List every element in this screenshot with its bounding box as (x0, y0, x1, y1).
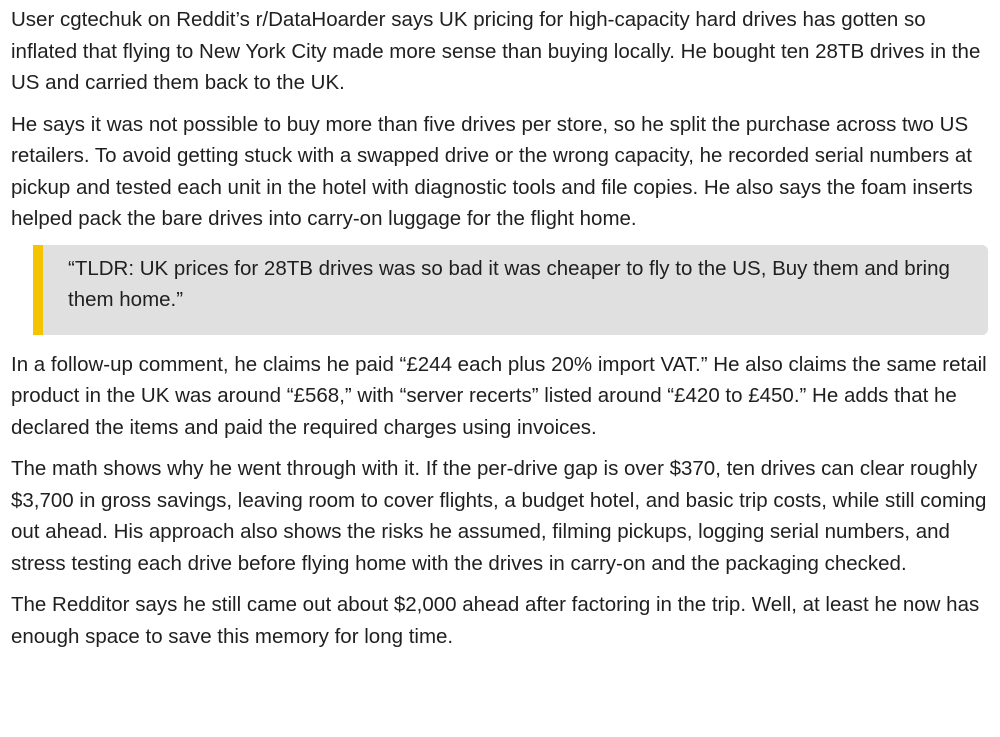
article-paragraph: The math shows why he went through with it. If the per-drive gap is over $370, ten drives can clear roughly $3,700 in gross savings, leaving room to cover flights, a budget hotel, and basic trip costs, while still coming out ahead. His approach also shows the risks he assumed, filming pickups, logging serial numbers, and stress testing each drive before flying home with the drives in carry-on and the packaging checked. (11, 457, 987, 575)
article-paragraph: In a follow-up comment, he claims he paid “£244 each plus 20% import VAT.” He also claims the same retail product in the UK was around “£568,” with “server recerts” listed around “£420 to £450.” He adds that he declared the items and paid the required charges using invoices. (11, 352, 987, 439)
pull-quote (33, 245, 988, 335)
article-paragraph: The Redditor says he still came out about $2,000 ahead after factoring in the trip. Well, at least he now has enough space to save this memory for long time. (11, 593, 980, 648)
article-paragraph: User cgtechuk on Reddit’s r/DataHoarder says UK pricing for high-capacity hard drives has gotten so inflated that flying to New York City made more sense than buying locally. He bought ten 28TB drives in the US and carried them back to the UK. (11, 8, 981, 94)
article-paragraph: He says it was not possible to buy more than five drives per store, so he split the purchase across two US retailers. To avoid getting stuck with a swapped drive or the wrong capacity, he recorded serial numbers at pickup and tested each unit in the hotel with diagnostic tools and file copies. He also says the foam inserts helped pack the bare drives into carry-on luggage for the flight home. (11, 112, 973, 230)
pull-quote-text: “TLDR: UK prices for 28TB drives was so bad it was cheaper to fly to the US, Buy them and bring them home.” (68, 256, 950, 311)
